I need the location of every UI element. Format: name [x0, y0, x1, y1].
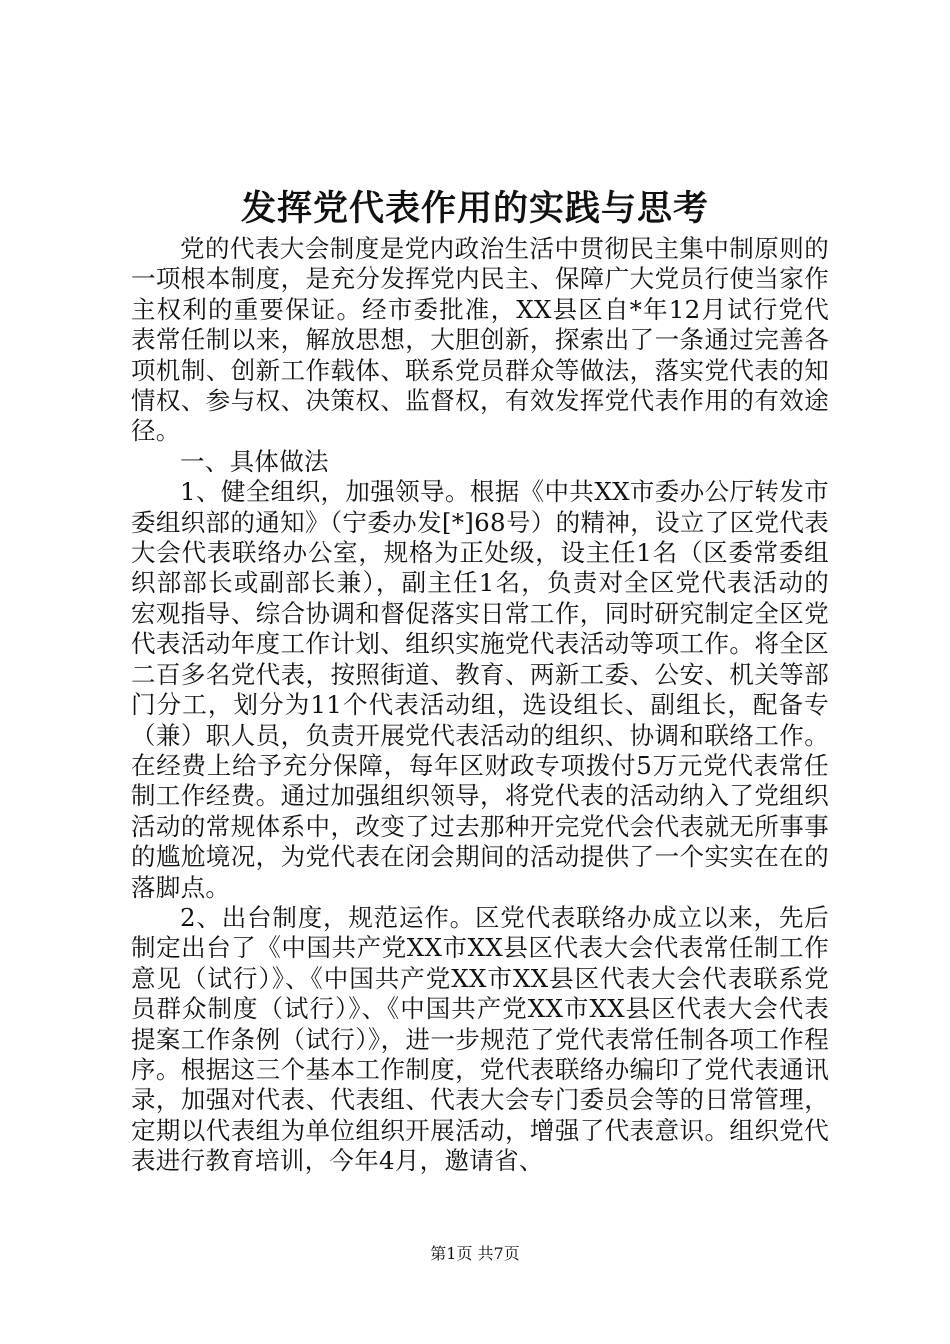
paragraph-item-1: 1、健全组织，加强领导。根据《中共XX市委办公厅转发市委组织部的通知》（宁委办发[*]68号）的精神，设立了区党代表大会代表联络办公室，规格为正处级，设主任1名（区委常委组织部部长或副部长兼），副主任1名，负责对全区党代表活动的宏观指导、综合协调和督促落实日常工作，同时研究制定全区党代表活动年度工作计划、组织实施党代表活动等项工作。将全区二百多名党代表，按照街道、教育、两新工委、公安、机关等部门分工，划分为11个代表活动组，选设组长、副组长，配备专（兼）职人员，负责开展党代表活动的组织、协调和联络工作。在经费上给予充分保障，每年区财政专项拨付5万元党代表常任制工作经费。通过加强组织领导，将党代表的活动纳入了党组织活动的常规体系中，改变了过去那种开完党代会代表就无所事事的尴尬境况，为党代表在闭会期间的活动提供了一个实实在在的落脚点。	[131, 477, 829, 902]
page-footer: 第1页 共7页	[430, 1244, 520, 1263]
document-title: 发挥党代表作用的实践与思考	[240, 188, 709, 229]
document-body	[131, 234, 829, 1177]
section-heading: 一、具体做法	[180, 446, 329, 476]
paragraph-item-2: 2、出台制度，规范运作。区党代表联络办成立以来，先后制定出台了《中国共产党XX市XX县区代表大会代表常任制工作意见（试行）》、《中国共产党XX市XX县区代表大会代表联系党员群众制度（试行）》、《中国共产党XX市XX县区代表大会代表提案工作条例（试行）》，进一步规范了党代表常任制各项工作程序。根据这三个基本工作制度，党代表联络办编印了党代表通讯录，加强对代表、代表组、代表大会专门委员会等的日常管理，定期以代表组为单位组织开展活动，增强了代表意识。组织党代表进行教育培训，今年4月，邀请省、	[131, 902, 829, 1176]
paragraph-intro: 党的代表大会制度是党内政治生活中贯彻民主集中制原则的一项根本制度，是充分发挥党内民主、保障广大党员行使当家作主权利的重要保证。经市委批准，XX县区自*年12月试行党代表常任制以来，解放思想，大胆创新，探索出了一条通过完善各项机制、创新工作载体、联系党员群众等做法，落实党代表的知情权、参与权、决策权、监督权，有效发挥党代表作用的有效途径。	[131, 234, 829, 446]
